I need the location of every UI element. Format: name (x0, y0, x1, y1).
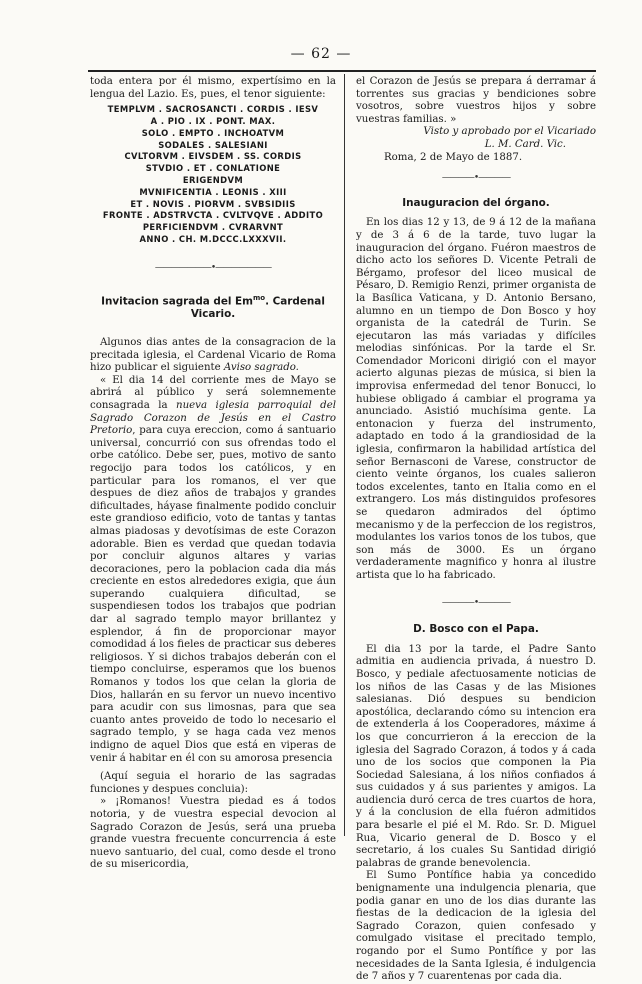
paragraph-text: Algunos dias antes de la consagracion de la precitada iglesia, el Cardenal Vicario de Roma hizo publicar el siguiente (90, 337, 336, 374)
paragraph: El dia 13 por la tarde, el Padre Santo admitia en audiencia privada, á nuestro D. Bosco, y pediale afectuosamente noticias de los niños de las Casas y de las Misiones salesianas. Dió despues su bendicion apostólica, declarando cómo su intencion era de extenderla á los Cooperadores, máxime á los que concurrieron á la ereccion de la iglesia del Sagrado Corazon, á todos y á cada uno de los socios que componen la Pia Sociedad Salesiana, á los niños confiados á sus cuidados y á sus parientes y amigos. La audiencia duró cerca de tres cuartos de hora, y á la conclusion de ella fuéron admitidos para besarle el pié el M. Rdo. Sr. D. Miguel Rua, Vicario general de D. Bosco y el secretario, á los cuales Su Santidad dirigió palabras de grande benevolencia. (356, 643, 596, 869)
paragraph: (Aquí seguia el horario de las sagradas funciones y despues concluia): (90, 771, 336, 795)
section-heading-pope: D. Bosco con el Papa. (413, 623, 539, 636)
place-date: Roma, 2 de Mayo de 1887. (384, 151, 523, 163)
latin-inscription (90, 104, 336, 246)
header-rule (88, 70, 596, 72)
inscription-line: SODALES . SALESIANI (158, 139, 268, 150)
paragraph: En los dias 12 y 13, de 9 á 12 de la mañana y de 3 á 6 de la tarde, tuvo lugar la inauguracion del órgano. Fuéron maestros de dicho acto los señores D. Vicente Petrali de Bérgamo, profesor del liceo musical de Pésaro, D. Remigio Renzi, primer organista de la Basílica Vaticana, y D. Antonio Bersano, alumno en un tiempo de Don Bosco y hoy organista de la catedrál de Turin. Se ejecutaron las más variadas y difíciles melodias sinfónicas. Por la tarde el Sr. Comendador Moriconi dirigió con el mayor acierto algunas piezas de música, si bien la improvisa enfermedad del tenor Bonucci, lo hubiese obligado á cambiar el programa ya anunciado. Asistió muchísima gente. La entonacion y fuerza del instrumento, adaptado en todo á la grandiosidad de la iglesia, confirmaron la habilidad artística del señor Bernasconi de Varese, constructor de ciento veinte órganos, los cuales salieron todos excelentes, tanto en Italia como en el extrangero. Los más distinguidos profesores se quedaron admirados del óptimo mecanismo y de la perfeccion de los registros, modulantes los varios tonos de los tubos, que son más de 3000. Es un órgano verdaderamente magnifico y honra al ilustre artista que lo ha fabricado. (356, 217, 596, 581)
inscription-line: MVNIFICENTIA . LEONIS . XIII (139, 186, 287, 197)
section-heading-organ: Inauguracion del órgano. (402, 196, 550, 209)
section-ornament: ————•———— (441, 597, 511, 608)
paragraph-text: , para cuya ereccion, como á santuario universal, concurrió con sus ofrendas todo el orbe católico. Debe ser, pues, motivo de santo regocijo para todos los católicos, y en particular para los romanos, el ver que despues de diez años de trabajos y grandes dificultades, háyase finalmente podido concluir este grandioso edificio, voto de tantas y tantas almas piadosas y devotísimas de este Corazon adorable. Bien es verdad que quedan todavia por concluir algunos altares y varias decoraciones, pero la poblacion cada dia más creciente en estos alrededores exigia, que áun superando cualquiera dificultad, se suspendiesen todos los trabajos que podrian dar al sagrado templo mayor brillantez y esplendor, á fin de proporcionar mayor comodidad á los fieles de practicar sus deberes religiosos. Y si dichos trabajos deberán con el tiempo concluirse, esperamos que los buenos Romanos y todos los que celan la gloria de Dios, hallarán en su fervor un nuevo incentivo para acudir con sus limosnas, para que sea cuanto antes proveido de todo lo necesario el sagrado templo, y se haga cada vez menos indigno de aquel Dios que está en viperas de venir á habitar en él con su amorosa presencia (90, 425, 336, 764)
page-number: — 62 — (290, 46, 352, 62)
section-ornament: ————•———— (441, 173, 511, 184)
inscription-line: FRONTE . ADSTRVCTA . CVLTVQVE . ADDITO (102, 210, 324, 221)
inscription-line: A . PIO . IX . PONT. MAX. (150, 115, 276, 126)
intro-text: toda entera por él mismo, expertísimo en la lengua del Lazio. Es, pues, el tenor siguiente: (90, 76, 336, 100)
right-column (356, 76, 596, 984)
inscription-line: ANNO . CH. M.DCCC.LXXXVII. (139, 233, 287, 244)
inscription-line: SOLO . EMPTO . INCHOATVM (141, 127, 285, 138)
paragraph (90, 375, 336, 765)
section-ornament: ———————•——————— (154, 262, 272, 273)
inscription-line: CVLTORVM . EIVSDEM . SS. CORDIS (124, 151, 302, 162)
inscription-line: PERFICIENDVM . CVRARVNT (142, 222, 284, 233)
inscription-line: STVDIO . ET . CONLATIONE (145, 163, 281, 174)
inscription-line: ERIGENDVM (182, 174, 244, 185)
heading-text: Invitacion sagrada del Em (101, 295, 253, 308)
inscription-line: ET . NOVIS . PIORVM . SVBSIDIIS (130, 198, 296, 209)
signature: L. M. Card. Vic. (484, 138, 566, 150)
heading-superscript: mo (252, 294, 266, 303)
emphasis-text: Aviso sagrado. (223, 362, 299, 374)
inscription-line: TEMPLVM . SACROSANCTI . CORDIS . IESV (107, 104, 319, 115)
paragraph: El Sumo Pontífice habia ya concedido benignamente una indulgencia plenaria, que podia ganar en uno de los dias durante las fiestas de la dedicacion de la iglesia del Sagrado Corazon, quien confesado y comulgado visitase el precitado templo, rogando por el Sumo Pontífice y por las necesidades de la Santa Iglesia, é indulgencia de 7 años y 7 cuarentenas por cada dia. (356, 870, 596, 983)
column-divider (344, 74, 345, 836)
approval-line: Visto y aprobado por el Vicariado (423, 126, 596, 138)
paragraph: » ¡Romanos! Vuestra piedad es á todos notoria, y de vuestra especial devocion al Sagrado Corazon de Jesús, será una prueba grande vuestra frecuente concurrencia á este nuevo santuario, del cual, como desde el trono de su misericordia, (90, 796, 336, 871)
left-column (90, 76, 336, 872)
paragraph-text: « El dia 14 del corriente mes de Mayo se abrirá al público y será solemnemente consagrada la (90, 374, 336, 411)
paragraph: el Corazon de Jesús se prepara á derramar á torrentes sus gracias y bendiciones sobre vosotros, sobre vuestros hijos y sobre vuestras familias. » (356, 76, 596, 125)
heading-tail: . Cardenal Vicario. (190, 295, 325, 321)
paragraph (90, 337, 336, 375)
emphasis-text: nueva iglesia parroquial del Sagrado Corazon de Jesús en el Castro Pretorio (90, 399, 336, 437)
section-heading-invitation (90, 292, 336, 321)
